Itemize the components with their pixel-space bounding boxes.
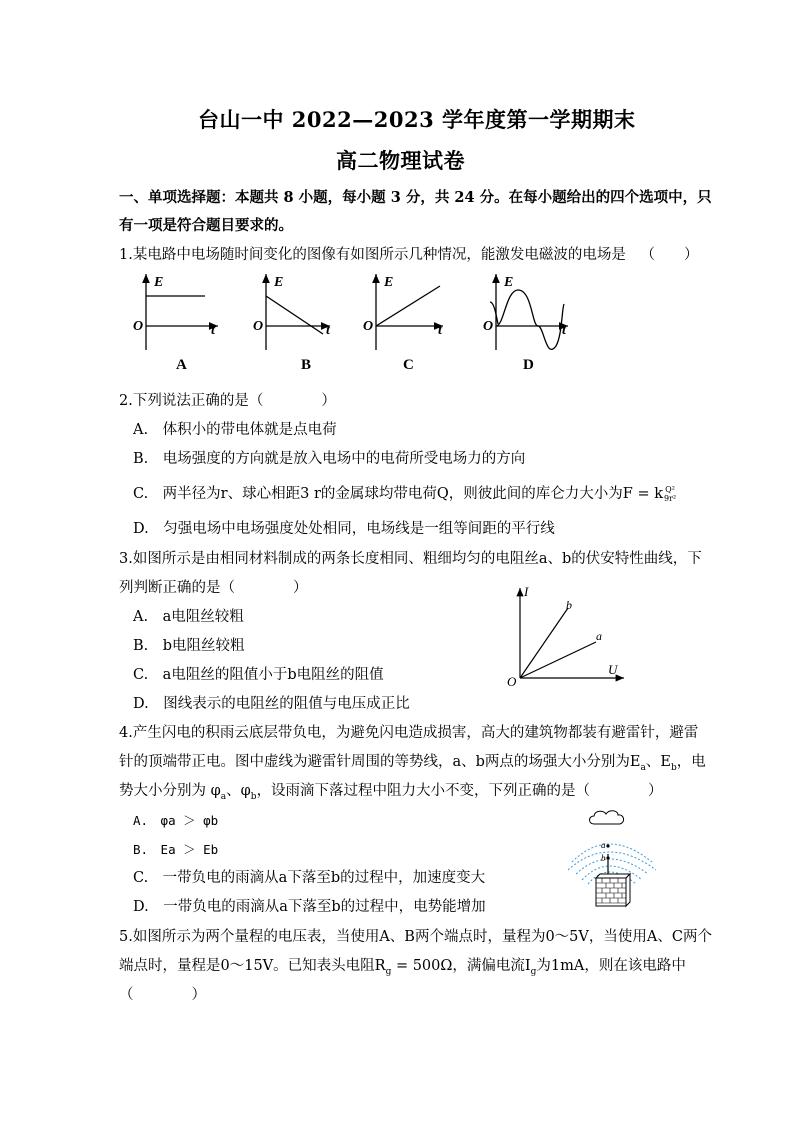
graph-b-origin: O [253, 319, 264, 334]
section-heading: 一、单项选择题：本题共 8 小题，每小题 3 分，共 24 分。在每小题给出的四个选项中，只 [119, 189, 712, 206]
building [596, 874, 630, 906]
graph-d-t-label: t [562, 323, 566, 338]
graph-c-origin: O [363, 319, 374, 334]
q4-option-b: B. Ea ＞ Eb [133, 842, 219, 857]
q4-stem-2: 针的顶端带正电。图中虚线为避雷针周围的等势线，a、b两点的场强大小分别为$E_a$、$E_b$，电 [119, 754, 706, 773]
q5-stem-2: 端点时，量程是0～15V。已知表头电阻$R_g = 500\Omega$，满偏电流$I_g$为1mA，则在该电路中 [119, 958, 686, 977]
point-a [606, 844, 609, 847]
point-b [606, 856, 609, 859]
graph-d-e-label: E [504, 275, 514, 290]
axis-i-label: I [524, 584, 529, 599]
q2-stem: 2.下列说法正确的是（ ） [119, 393, 336, 409]
exam-title: 台山一中 2022—2023 学年度第一学期期末 [198, 107, 636, 132]
q1-stem: 1.某电路中电场随时间变化的图像有如图所示几种情况，能激发电磁波的电场是 （ ） [119, 243, 698, 264]
q2-option-b: B. 电场强度的方向就是放入电场中的电荷所受电场力的方向 [133, 451, 526, 467]
graph-d-origin: O [483, 319, 494, 334]
q4-option-a: A. φa ＞ φb [133, 813, 219, 828]
q4-stem-3: 势大小分别为 $\varphi_a$、$\varphi_b$，设雨滴下落过程中阻力大小不变，下列正确的是（ ） [119, 783, 663, 802]
graph-c-t-label: t [438, 323, 442, 338]
q4-stem-1: 4.产生闪电的积雨云底层带负电，为避免闪电造成损害，高大的建筑物都装有避雷针，避雷 [119, 725, 699, 741]
q3-option-c: C. a电阻丝的阻值小于b电阻丝的阻值 [133, 667, 384, 683]
q1-answer-paren: （ ） [640, 247, 699, 263]
line-b-label: b [566, 598, 572, 612]
q2-option-a: A. 体积小的带电体就是点电荷 [133, 422, 337, 438]
q2-fraction-numerator: Q² [665, 485, 675, 494]
line-a [520, 642, 596, 678]
q3-iu-graph [500, 582, 630, 692]
q4-option-c: C. 一带负电的雨滴从a下落至b的过程中，加速度变大 [133, 870, 486, 886]
q3-stem-2: 列判断正确的是（ ） [119, 580, 308, 596]
graph-b [253, 274, 331, 373]
graph-b-e-label: E [274, 275, 284, 290]
q3-option-a: A. a电阻丝较粗 [133, 609, 244, 625]
point-b-label: b [601, 853, 606, 863]
exam-subtitle: 高二物理试卷 [336, 148, 465, 173]
graph-c [363, 274, 443, 373]
graph-a-t-label: t [211, 323, 215, 338]
graph-d-curve-1 [496, 290, 538, 326]
line-b [520, 608, 568, 678]
graph-a-origin: O [133, 319, 144, 334]
q4-lightning-rod-figure [566, 804, 666, 912]
q2-fraction [664, 485, 676, 503]
q5-stem-1: 5.如图所示为两个量程的电压表，当使用A、B两个端点时，量程为0～5V，当使用A、C两个 [119, 929, 712, 945]
point-a-label: a [601, 840, 606, 850]
axis-u-label: U [608, 662, 618, 677]
q2-option-c: C. 两半径为r、球心相距3 r的金属球均带电荷Q，则彼此间的库仑力大小为F = k Q² 9r² [133, 485, 677, 503]
graph-d-curve-2 [538, 304, 564, 349]
graph-a-label: A [176, 357, 187, 373]
q2-option-d: D. 匀强电场中电场强度处处相同，电场线是一组等间距的平行线 [133, 521, 555, 537]
graph-a-e-label: E [154, 275, 164, 290]
graph-c-line [376, 286, 440, 326]
origin-label: O [507, 674, 517, 689]
graph-d-label: D [523, 357, 534, 373]
q3-stem-1: 3.如图所示是由相同材料制成的两条长度相同、粗细均匀的电阻丝a、b的伏安特性曲线，下 [119, 551, 702, 567]
section-heading-cont: 有一项是符合题目要求的。 [119, 217, 293, 234]
cloud-icon [590, 811, 624, 824]
graph-c-label: C [403, 357, 414, 373]
q1-graphs [118, 268, 588, 378]
graph-b-t-label: t [326, 323, 330, 338]
q3-option-d: D. 图线表示的电阻丝的阻值与电压成正比 [133, 696, 410, 712]
graph-d [483, 274, 568, 373]
q3-option-b: B. b电阻丝较粗 [133, 638, 245, 654]
graph-a [133, 274, 218, 373]
graph-b-label: B [301, 357, 312, 373]
graph-c-e-label: E [384, 275, 394, 290]
line-a-label: a [596, 629, 602, 643]
q2-fraction-denominator: 9r² [663, 494, 677, 503]
q5-answer-paren: （ ） [119, 987, 206, 1003]
graph-b-line [266, 296, 323, 334]
q4-option-d: D. 一带负电的雨滴从a下落至b的过程中，电势能增加 [133, 899, 486, 915]
